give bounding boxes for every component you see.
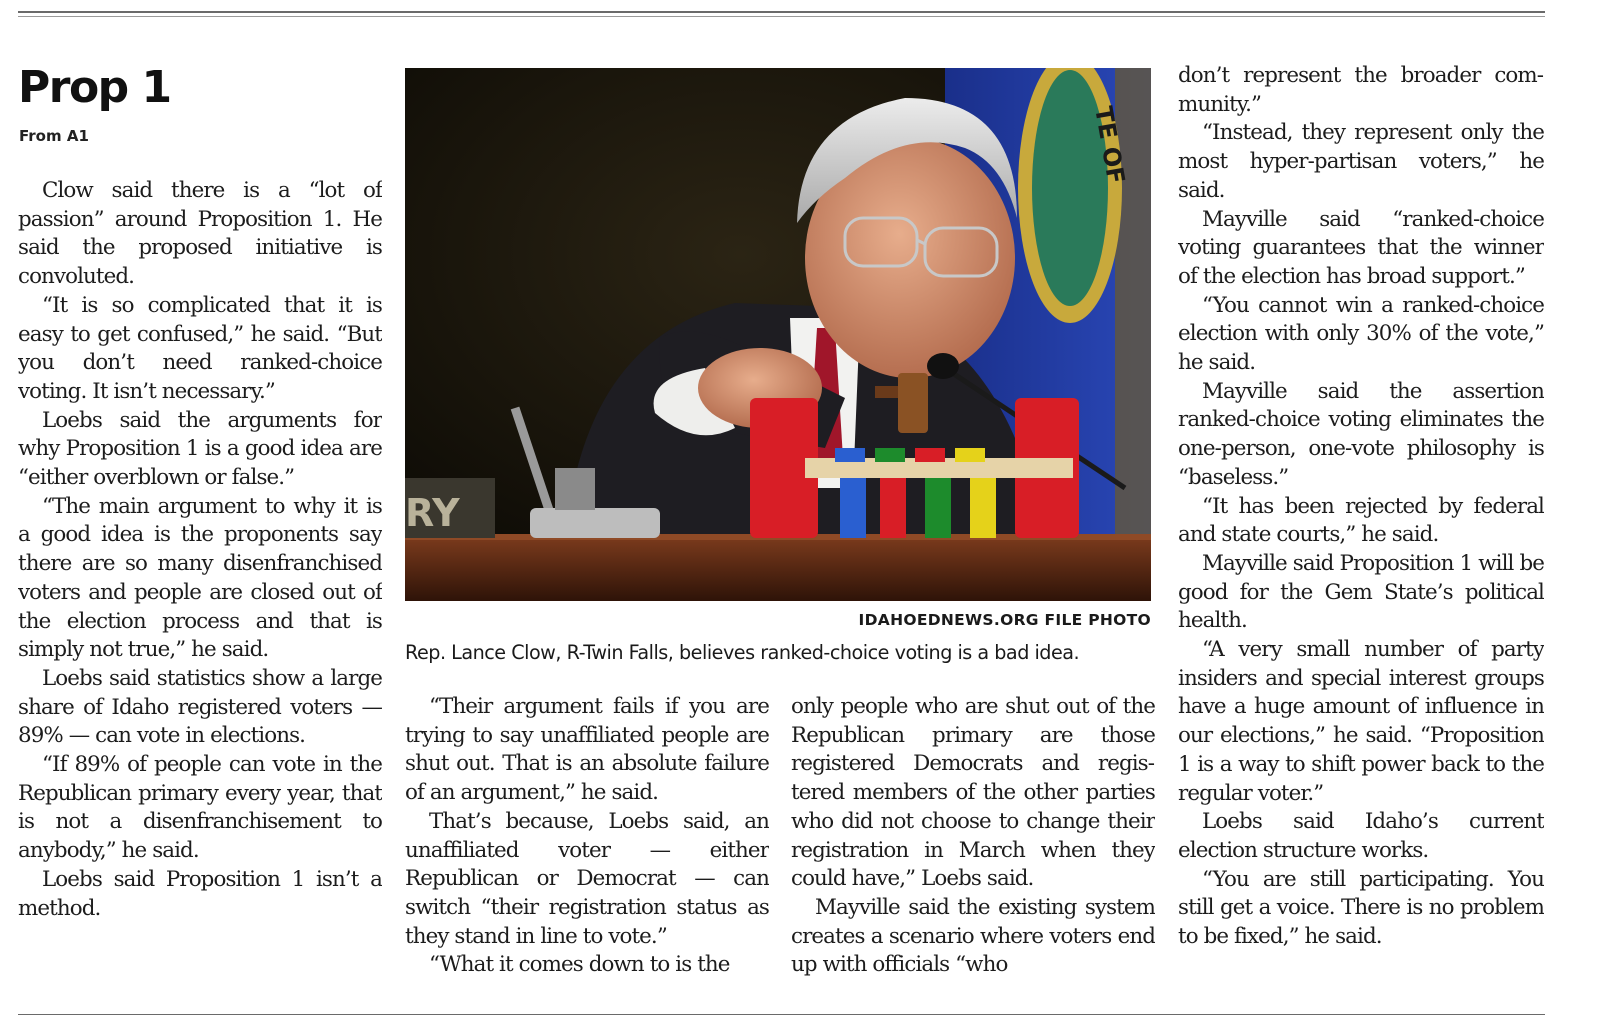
paragraph: That’s because, Loebs said, an unaffiliated voter — either Republican or Democrat — can switch “their registration status as they stand in line to vote.” <box>405 808 769 949</box>
nameplate-text: RY <box>405 491 460 535</box>
paragraph: “A very small number of party insiders and special interest groups have a huge amount of influence in our elections,” he said. “Proposition 1 is a way to shift power back to the regular voter.” <box>1178 637 1544 806</box>
top-rule-thin <box>18 16 1545 17</box>
paragraph: Loebs said the arguments for why Proposition 1 is a good idea are “either overblown or false.” <box>18 407 382 491</box>
paragraph: Mayville said the existing system creates a scenario where voters end up with officials “who <box>791 894 1155 978</box>
article-column-4 <box>1178 62 1544 985</box>
article-column-1 <box>18 177 382 985</box>
article-column-2 <box>405 693 769 985</box>
paragraph: Mayville said the assertion ranked-choice voting eliminates the one-person, one-vote philosophy is “baseless.” <box>1178 378 1544 490</box>
paragraph: “You cannot win a ranked-choice election with only 30% of the vote,” he said. <box>1178 292 1544 376</box>
paragraph: “It is so complicated that it is easy to get confused,” he said. “But you don’t need ranked-choice voting. It isn’t necessary.” <box>18 292 382 404</box>
article-photo <box>405 68 1151 601</box>
paragraph: “If 89% of people can vote in the Republican primary every year, that is not a disenfranchisement to anybody,” he said. <box>18 752 382 864</box>
paragraph: “You are still participating. You still get a voice. There is no problem to be fixed,” he said. <box>1178 866 1544 950</box>
photo-caption: Rep. Lance Clow, R-Twin Falls, believes ranked-choice voting is a bad idea. <box>405 641 1080 664</box>
paragraph: Loebs said statistics show a large share of Idaho registered voters — 89% — can vote in elections. <box>18 665 382 749</box>
photo-credit: IDAHOEDNEWS.ORG FILE PHOTO <box>858 611 1151 629</box>
paragraph: Loebs said Proposition 1 isn’t a method. <box>18 866 382 921</box>
paragraph: “It has been rejected by federal and state courts,” he said. <box>1178 493 1544 548</box>
jump-line: From A1 <box>19 127 89 145</box>
paragraph: Clow said there is a “lot of passion” around Proposition 1. He said the proposed initiative is convoluted. <box>18 178 382 290</box>
bottom-rule <box>18 1014 1545 1015</box>
paragraph: don’t represent the broader community.” <box>1178 63 1544 117</box>
paragraph: “Their argument fails if you are trying to say unaffiliated people are shut out. That is an absolute failure of an argument,” he said. <box>405 694 769 806</box>
paragraph: “What it comes down to is the <box>429 952 730 978</box>
top-rule <box>18 11 1545 13</box>
article-headline: Prop 1 <box>18 62 171 113</box>
paragraph: Loebs said Idaho’s current election structure works. <box>1178 809 1544 863</box>
paragraph: “The main argument to why it is a good idea is the proponents say there are so many disenfranchised voters and people are closed out of the election process and that is simply not true,” he said. <box>18 493 382 663</box>
flag-seal-text: TE OF <box>1089 104 1131 186</box>
paragraph: Mayville said Proposition 1 will be good for the Gem State’s political health. <box>1178 550 1544 634</box>
paragraph: only people who are shut out of the Republican primary are those registered Democrats and registered members of the other parties who did not choose to change their registration in March when they could have,” Loebs said. <box>791 694 1155 892</box>
article-column-3 <box>791 693 1155 985</box>
paragraph: “Instead, they represent only the most hyper-partisan voters,” he said. <box>1178 120 1544 203</box>
paragraph: Mayville said “ranked-choice voting guarantees that the winner of the election has broad support.” <box>1178 206 1544 289</box>
